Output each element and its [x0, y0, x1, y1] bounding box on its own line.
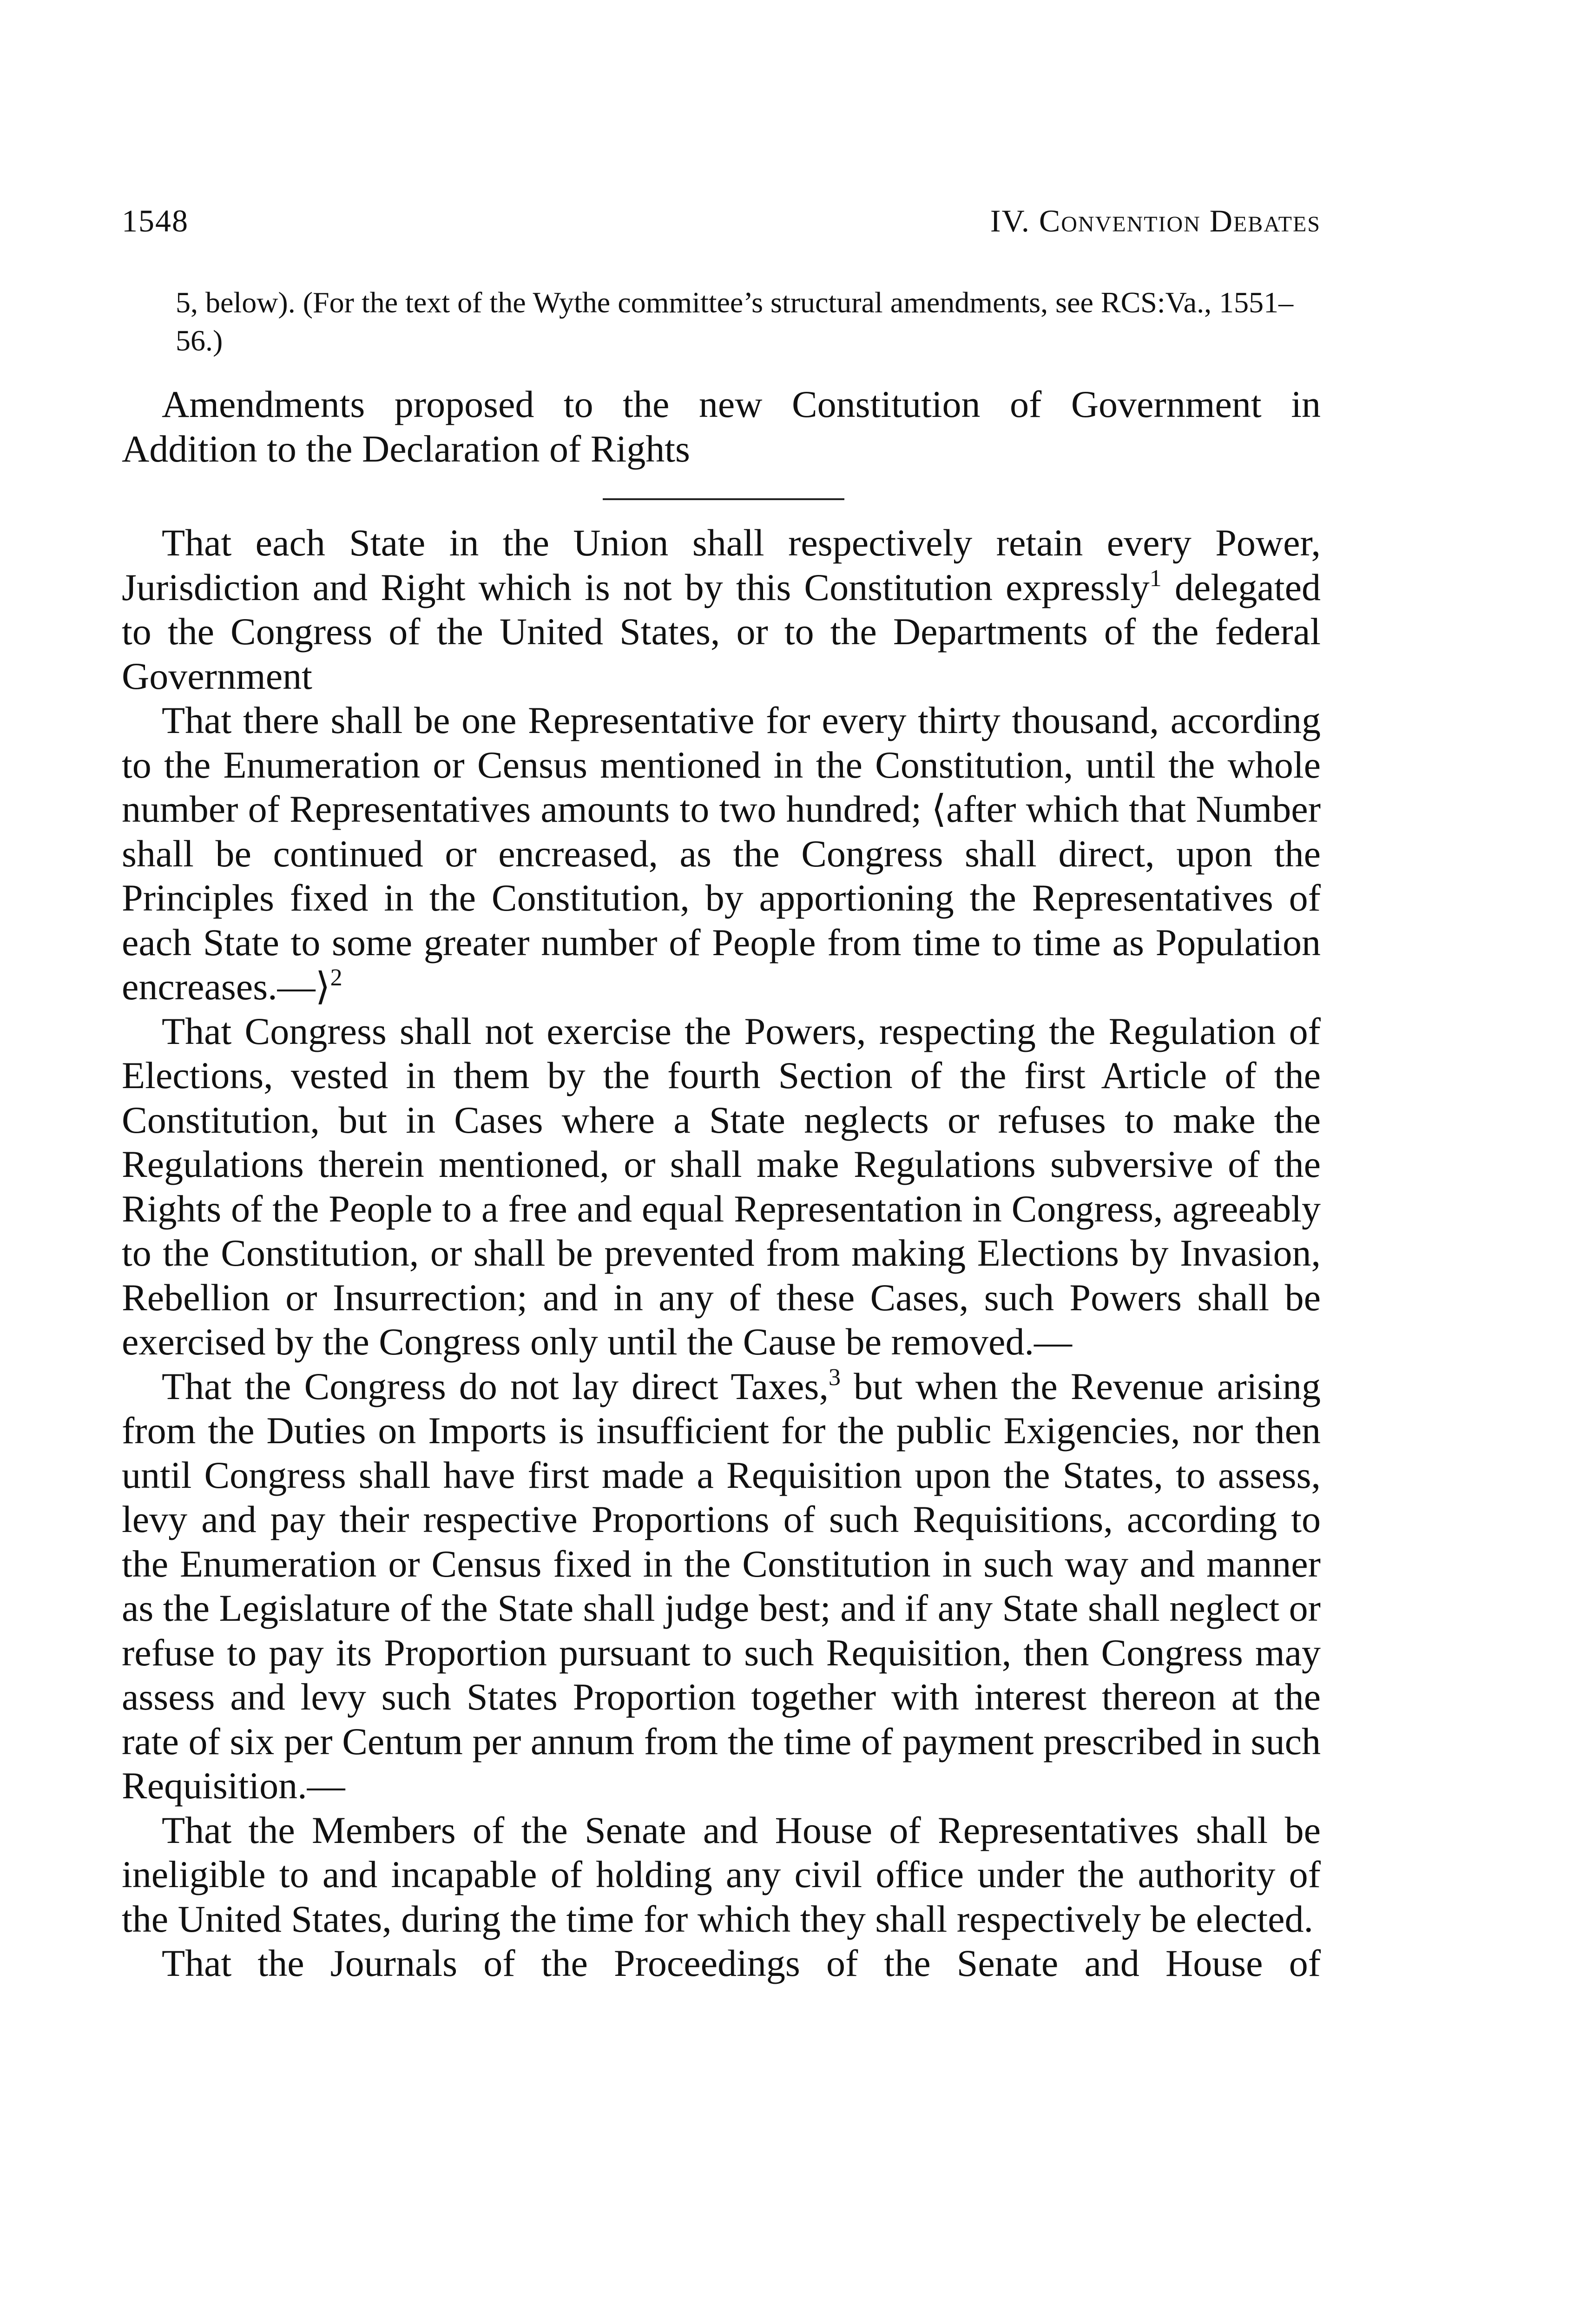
paragraph-representation [122, 698, 1321, 1009]
paragraph-direct-taxes [122, 1364, 1321, 1808]
footnote-marker: 2 [330, 964, 342, 991]
amendments-text [122, 521, 1321, 1986]
paragraph-text: That the Congress do not lay direct Taxes, [162, 1365, 829, 1407]
section-title: IV. Convention Debates [990, 203, 1321, 238]
editorial-note [176, 284, 1319, 360]
paragraph-text: That there shall be one Representative for every thirty thousand, according to the Enumeration or Census mentioned in the Constitution, until the whole number of Representatives amounts to two hundred; ⟨after which that Number shall be continued or encreased, as the Congress shall direct, upon the Principles fixed in the Constitution, by apportioning the Representatives of each State to some greater number of People from time to time as Population encreases.—⟩ [122, 699, 1321, 1008]
footnote-marker: 1 [1149, 565, 1162, 592]
heading-line-2: Addition to the Declaration of Rights [122, 428, 690, 470]
paragraph-ineligibility: That the Members of the Senate and House of Representatives shall be ineligible to and incapable of holding any civil office under the authority of the United States, during the time for which they shall respectively be elected. [122, 1809, 1321, 1940]
paragraph-state-rights [122, 521, 1321, 698]
heading-rule [603, 498, 844, 500]
footnote-marker: 3 [828, 1364, 841, 1391]
paragraph-text: That each State in the Union shall respectively retain every Power, Jurisdiction and Right which is not by this Constitution expressly [122, 522, 1321, 608]
paragraph-journals: That the Journals of the Proceedings of the Senate and House of [162, 1942, 1321, 1984]
page-number: 1548 [122, 203, 189, 238]
running-head [122, 200, 1321, 242]
document-heading [122, 382, 1321, 471]
heading-line-1: Amendments proposed to the new Constitution of Government in [162, 383, 1321, 425]
editorial-note-text: 5, below). (For the text of the Wythe committee’s structural amendments, see RCS:Va., 1551–56.) [176, 286, 1294, 357]
paragraph-text: delegated to the Congress of the United States, or to the Departments of the federal Government [122, 566, 1321, 697]
paragraph-text: but when the Revenue arising from the Duties on Imports is insufficient for the public Exigencies, nor then until Congress shall have first made a Requisition upon the States, to assess, levy and pay their respective Proportions of such Requisitions, according to the Enumeration or Census fixed in the Constitution in such way and manner as the Legislature of the State shall judge best; and if any State shall neglect or refuse to pay its Proportion pursuant to such Requisition, then Congress may assess and levy such States Proportion together with interest thereon at the rate of six per Centum per annum from the time of payment prescribed in such Requisition.— [122, 1365, 1321, 1807]
paragraph-elections: That Congress shall not exercise the Powers, respecting the Regulation of Elections, vested in them by the fourth Section of the first Article of the Constitution, but in Cases where a State neglects or refuses to make the Regulations therein mentioned, or shall make Regulations subversive of the Rights of the People to a free and equal Representation in Congress, agreeably to the Constitution, or shall be prevented from making Elections by Invasion, Rebellion or Insurrection; and in any of these Cases, such Powers shall be exercised by the Congress only until the Cause be removed.— [122, 1010, 1321, 1363]
